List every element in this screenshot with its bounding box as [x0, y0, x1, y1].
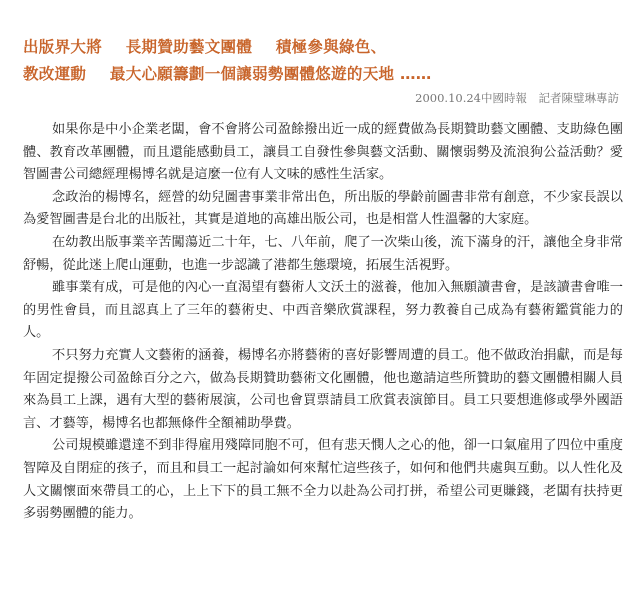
paragraph: 公司規模雖還達不到非得雇用殘障同胞不可，但有悲天憫人之心的他，卻一口氣雇用了四位中重度智障及自閉症的孩子，而且和員工一起討論如何來幫忙這些孩子，如何和他們共處與互動。以人性化及人文關懷面來帶員工的心，上上下下的員工無不全力以赴為公司打拼，希望公司更賺錢，老闆有扶持更多弱勢團體的能力。 [23, 438, 623, 522]
headline-segment: 積極參與綠色、 [275, 38, 387, 56]
headline-segment: 最大心願籌劃一個讓弱勢團體悠遊的天地 …… [109, 65, 432, 83]
article [23, 34, 623, 526]
headline-line-2 [23, 61, 623, 88]
headline-segment: 長期贊助藝文團體 [125, 38, 253, 56]
paragraph: 念政治的楊博名，經營的幼兒圖書事業非常出色，所出版的學齡前圖書非常有創意，不少家長誤以為愛智圖書是台北的出版社，其實是道地的高雄出版公司，也是相當人性溫馨的大家庭。 [23, 189, 623, 228]
paragraph: 在幼教出版事業辛苦闖蕩近二十年，七、八年前，爬了一次柴山後，流下滿身的汗，讓他全身非常舒暢，從此迷上爬山運動，也進一步認識了港都生態環境，拓展生活視野。 [23, 234, 623, 273]
headline-line-1 [23, 34, 623, 61]
article-body [23, 119, 623, 526]
byline: 2000.10.24中國時報 記者陳璧琳專訪 [415, 91, 619, 105]
headline-segment: 教改運動 [23, 65, 87, 83]
paragraph: 雖事業有成，可是他的內心一直渴望有藝術人文沃土的滋養，他加入無願讀書會，是該讀書會唯一的男性會員，而且認真上了三年的藝術史、中西音樂欣賞課程，努力教養自己成為有藝術鑑賞能力的人。 [23, 280, 623, 341]
paragraph: 如果你是中小企業老闆，會不會將公司盈餘撥出近一成的經費做為長期贊助藝文團體、支助綠色團體、教育改革團體，而且還能感動員工，讓員工自發性參與藝文活動、關懷弱勢及流浪狗公益活動？愛智圖書公司總經理楊博名就是這麼一位有人文味的感性生活家。 [23, 122, 623, 183]
paragraph: 不只努力充實人文藝術的涵養，楊博名亦將藝術的喜好影響周遭的員工。他不做政治捐獻，而是每年固定提撥公司盈餘百分之六，做為長期贊助藝術文化團體，他也邀請這些所贊助的藝文團體相關人員來為員工上課，遇有大型的藝術展演，公司也會買票請員工欣賞表演節目。員工只要想進修或學外國語言、才藝等，楊博名也都無條件全額補助學費。 [23, 347, 623, 431]
headline [23, 34, 623, 88]
headline-segment: 出版界大將 [23, 38, 103, 56]
